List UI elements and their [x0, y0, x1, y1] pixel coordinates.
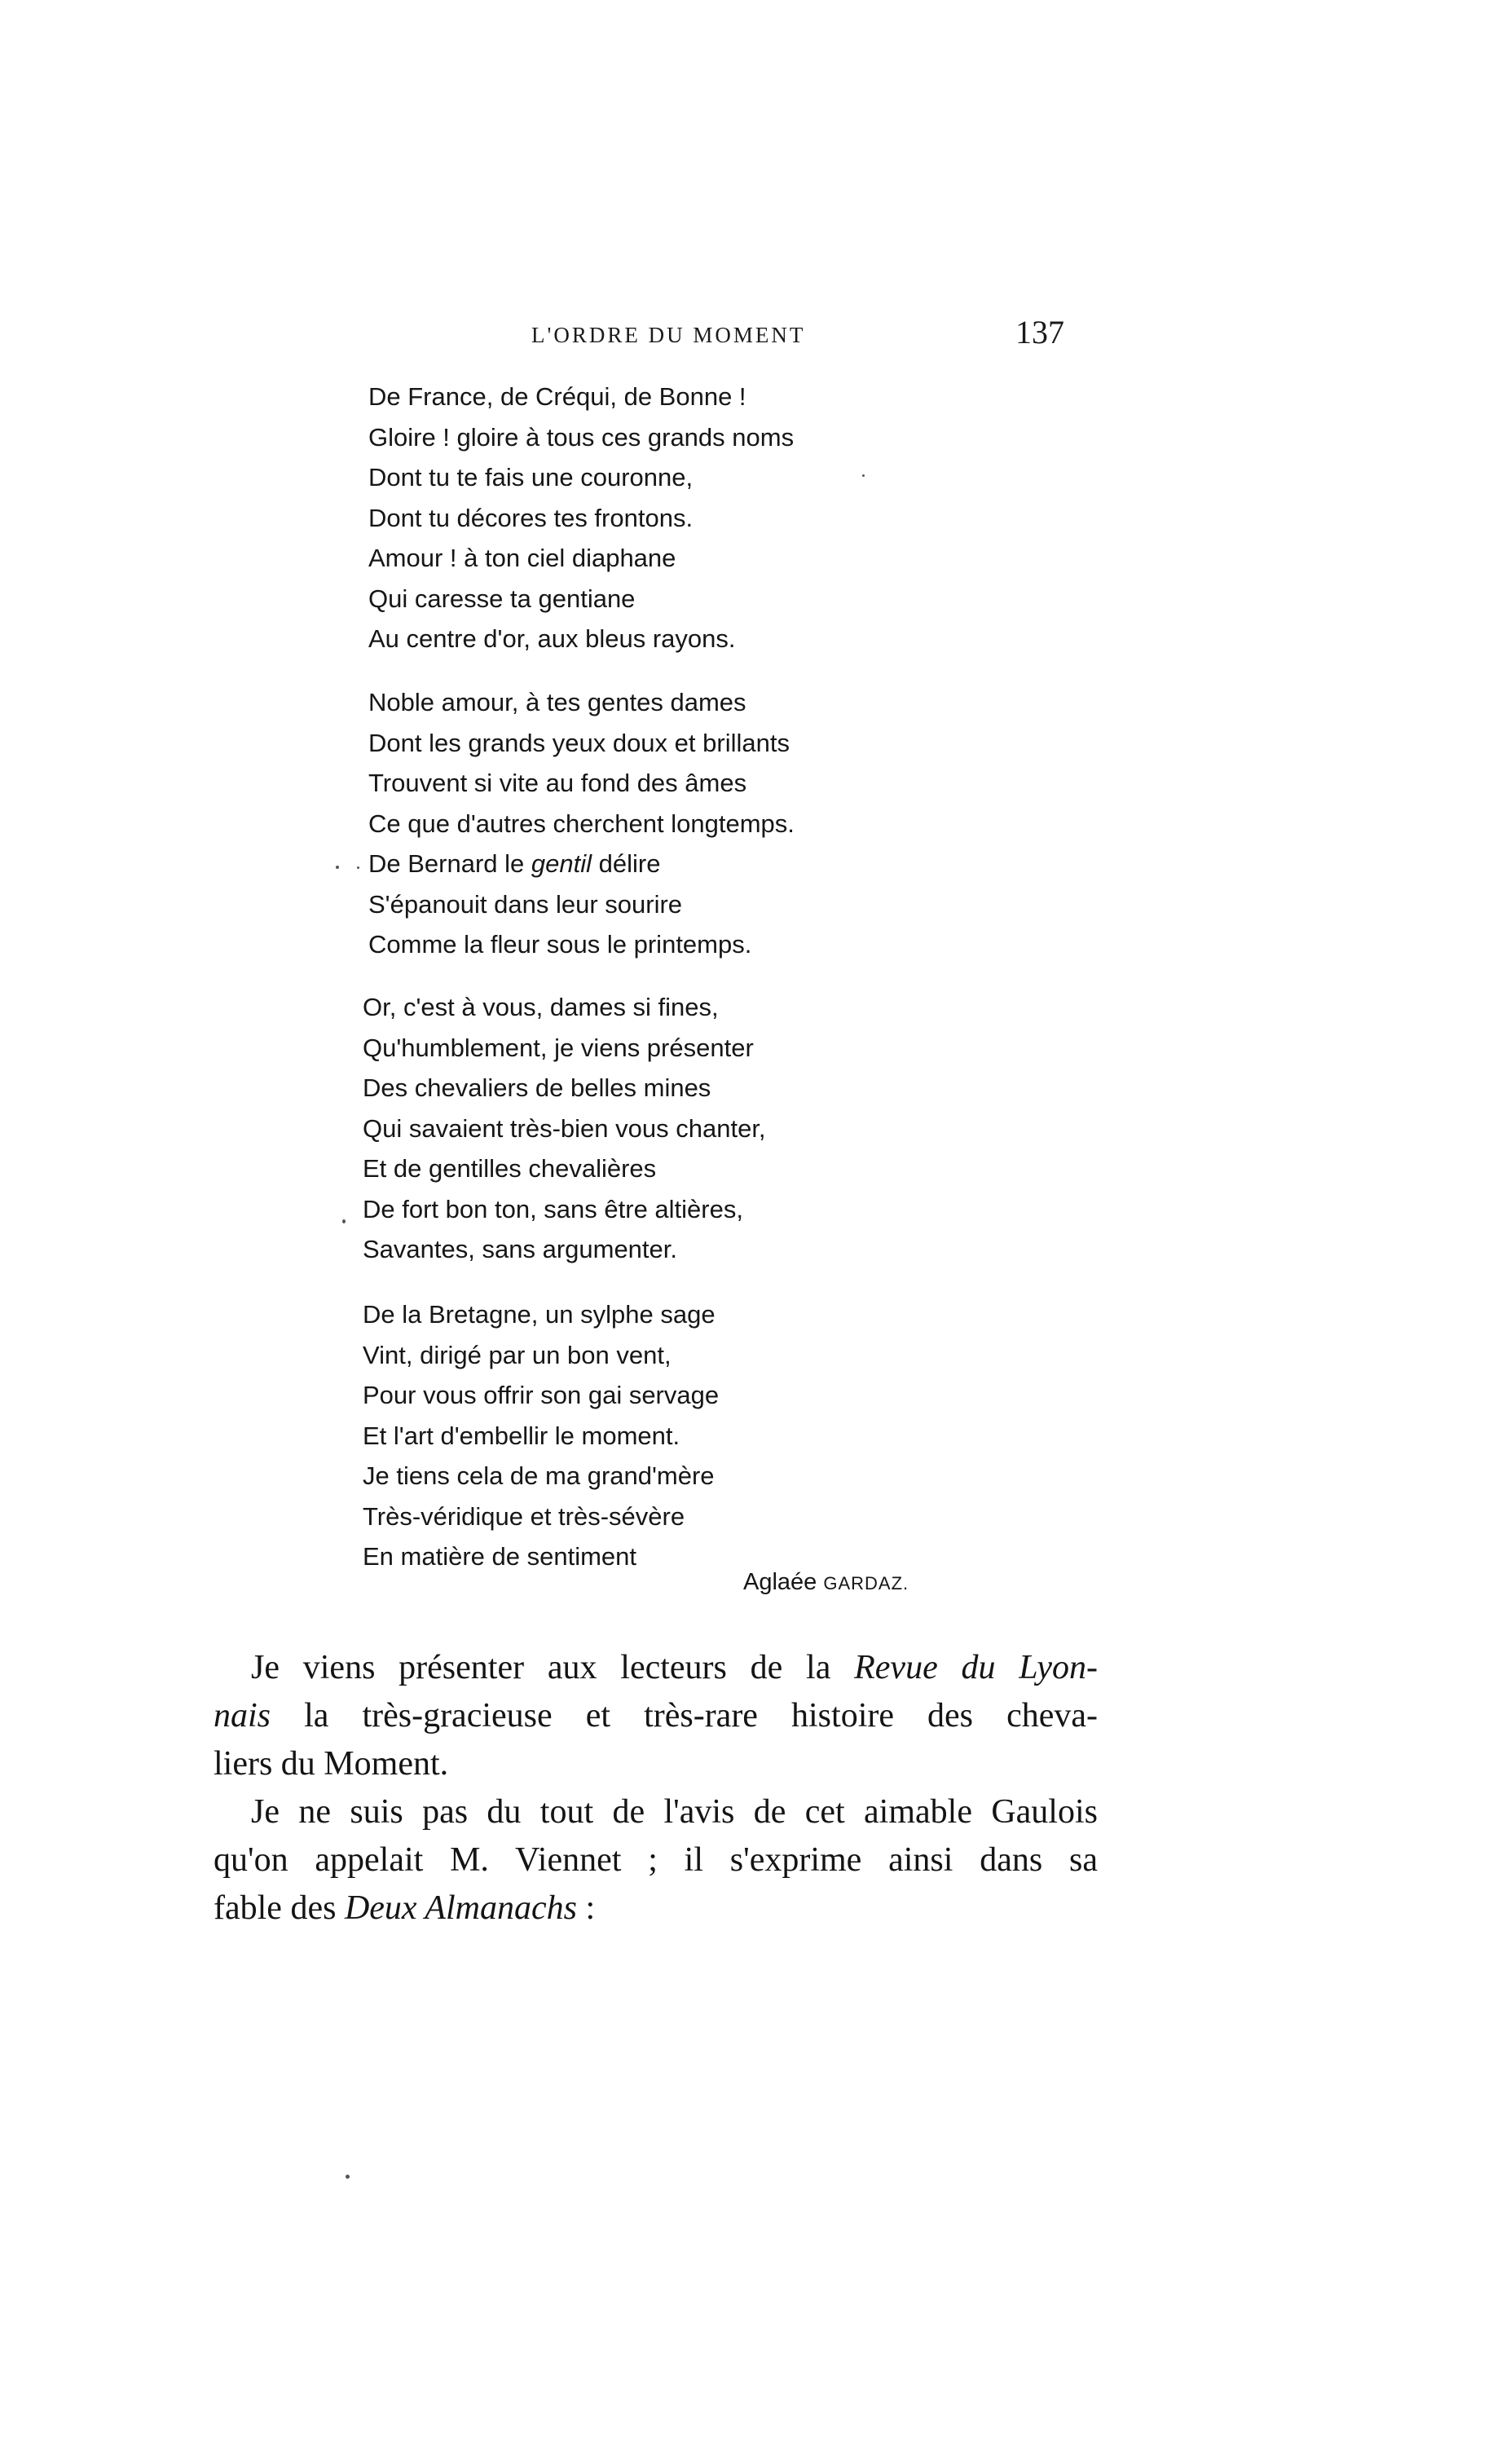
signature-last-name: GARDAZ. [823, 1573, 909, 1593]
poem-line: Au centre d'or, aux bleus rayons. [368, 624, 736, 653]
poem-line: Pour vous offrir son gai servage [363, 1381, 720, 1409]
poem-line: Gloire ! gloire à tous ces grands noms [368, 422, 795, 452]
scan-speck [346, 2175, 350, 2179]
poem-stanza-2 [368, 682, 795, 965]
prose-paragraph-2 [214, 1788, 1098, 1933]
poem-line: Très-véridique et très-sévère [363, 1501, 685, 1531]
poem-line: Et de gentilles chevalières [363, 1154, 657, 1183]
poem-text: De Bernard le [368, 849, 531, 878]
poem-stanza-4 [363, 1294, 719, 1577]
poem-line: De fort bon ton, sans être altières, [363, 1194, 743, 1223]
journal-title-end: nais [214, 1697, 271, 1734]
poem-italic-word: gentil [531, 849, 592, 878]
journal-title: Revue du Lyon- [854, 1649, 1098, 1686]
page-number: 137 [1015, 314, 1064, 350]
poem-line: Qui caresse ta gentiane [368, 584, 636, 613]
prose-text: fable des [214, 1889, 345, 1927]
poem-line: Savantes, sans argumenter. [363, 1235, 678, 1263]
scan-speck [862, 474, 865, 477]
prose-text: : [576, 1889, 596, 1927]
poem-line: Comme la fleur sous le printemps. [368, 930, 752, 959]
poem-line: S'épanouit dans leur sourire [368, 889, 683, 919]
poem-line: Trouvent si vite au fond des âmes [368, 769, 747, 797]
scan-speck [357, 866, 359, 869]
poem-line: Qui savaient très-bien vous chanter, [363, 1113, 766, 1143]
poem-line-with-italic [368, 844, 795, 884]
prose-line [214, 1692, 1098, 1740]
poem-line: Amour ! à ton ciel diaphane [368, 544, 676, 572]
running-title: L'ORDRE DU MOMENT [531, 323, 806, 347]
prose-text: Je viens présenter aux lecteurs de la [251, 1649, 855, 1686]
poem-stanza-1 [368, 377, 794, 659]
poem-stanza-3 [363, 987, 766, 1270]
poem-line: Noble amour, à tes gentes dames [368, 688, 746, 716]
signature-first-name: Aglaée [743, 1569, 817, 1595]
poem-text: délire [592, 849, 661, 878]
poem-line: De France, de Créqui, de Bonne ! [368, 382, 746, 411]
poem-line: Qu'humblement, je viens présenter [363, 1033, 754, 1062]
prose-line: Je ne suis pas du tout de l'avis de cet aimable Gaulois [251, 1793, 1098, 1831]
prose-line [214, 1884, 1098, 1933]
poem-line: Dont tu décores tes frontons. [368, 503, 694, 532]
prose-line: liers du Moment. [214, 1745, 449, 1783]
fable-title: Deux Almanachs [344, 1889, 577, 1927]
prose-text: la très-gracieuse et très-rare histoire des cheva- [271, 1697, 1098, 1734]
prose-line: qu'on appelait M. Viennet ; il s'exprime ainsi dans sa [214, 1841, 1098, 1879]
poem-line: Et l'art d'embellir le moment. [363, 1421, 680, 1450]
scan-speck [336, 866, 339, 869]
poem-line: De la Bretagne, un sylphe sage [363, 1300, 716, 1329]
prose-paragraph-1 [214, 1644, 1098, 1788]
poem-line: Des chevaliers de belles mines [363, 1073, 711, 1102]
poem-line: En matière de sentiment [363, 1542, 637, 1571]
poem-line: Dont les grands yeux doux et brillants [368, 728, 790, 757]
poem-line: Dont tu te fais une couronne, [368, 463, 694, 491]
poem-line: Or, c'est à vous, dames si fines, [363, 993, 719, 1021]
poem-line: Vint, dirigé par un bon vent, [363, 1340, 672, 1369]
poem-line: Je tiens cela de ma grand'mère [363, 1461, 715, 1490]
poem-line: Ce que d'autres cherchent longtemps. [368, 809, 795, 838]
prose-line [214, 1644, 1098, 1692]
poem-signature [743, 1569, 909, 1596]
scan-speck [342, 1219, 346, 1223]
